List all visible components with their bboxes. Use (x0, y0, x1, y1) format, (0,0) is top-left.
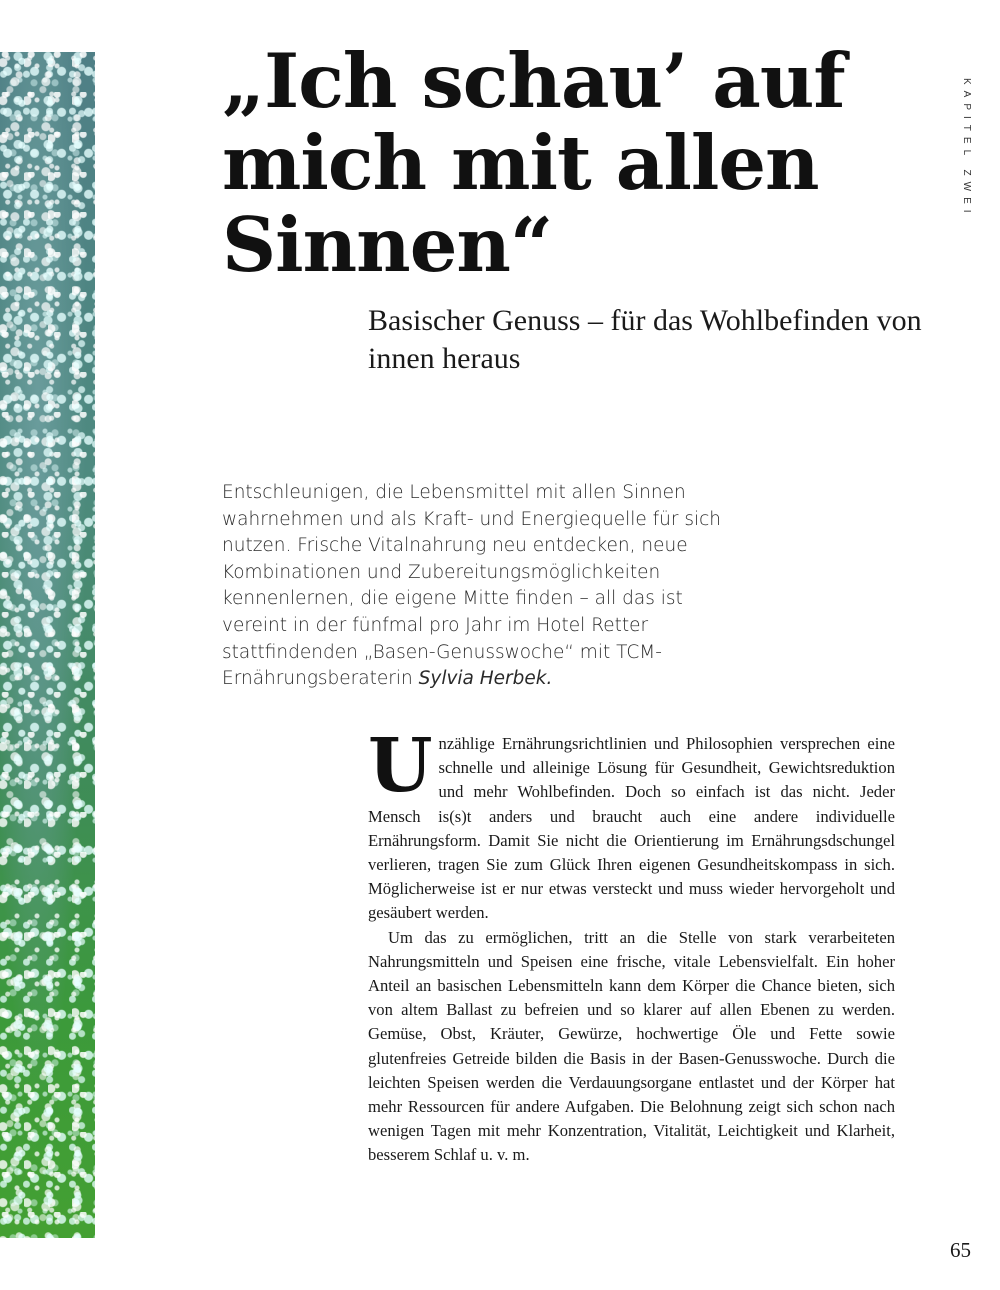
green-bubbles-photo (0, 52, 95, 1238)
page-number: 65 (950, 1238, 971, 1262)
body-paragraph-2: Um das zu ermöglichen, tritt an die Stelle von stark verarbeiteten Nahrungsmitteln und Speisen eine frische, vitale Lebensvielfalt. Ein hoher Anteil an basischen Lebensmitteln kann dem Körper die Chance bieten, sich von altem Ballast zu befreien und so klarer auf allen Ebenen zu werden. Gemüse, Obst, Kräuter, Gewürze, hochwertige Öle und Fette sowie glutenfreies Getreide bilden die Basis in der Basen-Genusswoche. Durch die leichten Speisen werden die Verdauungsorgane entlastet und der Körper hat mehr Ressourcen für andere Aufgaben. Die Belohnung zeigt sich schon nach wenigen Tagen mit mehr Konzentration, Vitalität, Leichtigkeit und Klarheit, besserem Schlaf u. v. m. (368, 927, 895, 1165)
page-title: „Ich schau’ auf mich mit allen Sinnen“ (222, 37, 845, 289)
drop-cap: U (368, 723, 433, 809)
lead-paragraph (222, 480, 742, 693)
lead-author-name: Sylvia Herbek. (418, 668, 553, 690)
body-paragraph-1 (368, 723, 895, 926)
paragraph-1-text: nzählige Ernährungsrichtlinien und Philosophien versprechen eine schnelle und alleinige Lösung für Gesundheit, Gewichtsreduktion und mehr Wohlbefinden. Doch so einfach ist das nicht. Jeder Mensch is(s)t anders und braucht auch eine andere individuelle Ernährungsform. Damit Sie nicht die Orientierung im Ernährungsdschungel verlieren, tragen Sie zum Glück Ihren eigenen Gesundheitskompass in sich. Möglicherweise ist er nur etwas versteckt und muss wieder hervorgeholt und gesäubert werden. (368, 734, 895, 923)
subtitle: Basischer Genuss – für das Wohlbefinden von innen heraus (368, 304, 922, 375)
body-text (368, 723, 895, 1168)
lead-text: Entschleunigen, die Lebensmittel mit allen Sinnen wahrnehmen und als Kraft- und Energiequelle für sich nutzen. Frische Vitalnahrung neu entdecken, neue Kombinationen und Zubereitungsmöglichkeiten kennenlernen, die eigene Mitte finden – all das ist vereint in der fünfmal pro Jahr im Hotel Retter stattfindenden „Basen-Genusswoche“ mit TCM-Ernährungsberaterin (222, 482, 722, 690)
chapter-label: KAPITEL ZWEI (961, 78, 972, 219)
